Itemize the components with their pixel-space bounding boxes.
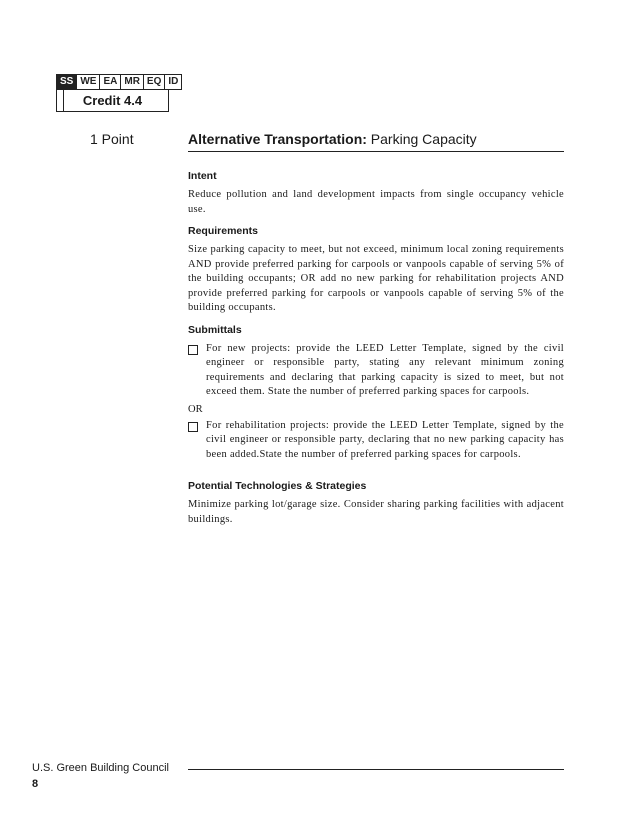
requirements-text: Size parking capacity to meet, but not exceed, minimum local zoning requirements AND provide preferred parking for carpools or vanpools capable of serving 5% of the building occupants; OR add no new parking for rehabilitation projects AND provide preferred parking for carpools or vanpools capable of serving 5% of the building occupants. bbox=[188, 244, 564, 313]
category-id: ID bbox=[165, 74, 182, 90]
submittal-item-rehab-text: For rehabilitation projects: provide the LEED Letter Template, signed by the civil engineer or responsible party, declaring that no new parking capacity has been added.State the number of preferred parking spaces for carpools. bbox=[206, 419, 564, 460]
checkbox-icon bbox=[188, 422, 198, 432]
title-bold: Alternative Transportation: bbox=[188, 131, 367, 147]
category-we: WE bbox=[77, 74, 100, 90]
page-title bbox=[188, 131, 564, 152]
category-mr: MR bbox=[121, 74, 144, 90]
credit-label: Credit 4.4 bbox=[56, 90, 169, 112]
intent-text: Reduce pollution and land development impacts from single occupancy vehicle use. bbox=[188, 189, 564, 215]
title-rest: Parking Capacity bbox=[366, 131, 477, 147]
page-number: 8 bbox=[32, 778, 39, 790]
category-ea: EA bbox=[100, 74, 121, 90]
category-ss: SS bbox=[56, 74, 77, 90]
checkbox-icon bbox=[188, 345, 198, 355]
category-eq: EQ bbox=[144, 74, 165, 90]
intent-heading: Intent bbox=[188, 170, 217, 182]
strategies-heading: Potential Technologies & Strategies bbox=[188, 480, 367, 492]
points-label: 1 Point bbox=[90, 131, 134, 147]
submittal-item-rehab bbox=[188, 419, 564, 463]
footer-organization: U.S. Green Building Council bbox=[32, 762, 169, 774]
strategies-text: Minimize parking lot/garage size. Consider sharing parking facilities with adjacent buildings. bbox=[188, 499, 564, 525]
submittal-item-new-text: For new projects: provide the LEED Letter Template, signed by the civil engineer or responsible party, stating any relevant minimum zoning requirements and declaring that parking capacity is sized to meet, but not exceed them. State the number of preferred parking spaces for carpools. bbox=[206, 342, 564, 397]
footer-divider bbox=[188, 769, 564, 770]
requirements-heading: Requirements bbox=[188, 225, 259, 237]
category-tabs bbox=[56, 74, 182, 90]
submittal-item-new bbox=[188, 342, 564, 400]
or-label: OR bbox=[188, 403, 203, 415]
submittals-heading: Submittals bbox=[188, 323, 242, 336]
main-content bbox=[188, 170, 564, 535]
